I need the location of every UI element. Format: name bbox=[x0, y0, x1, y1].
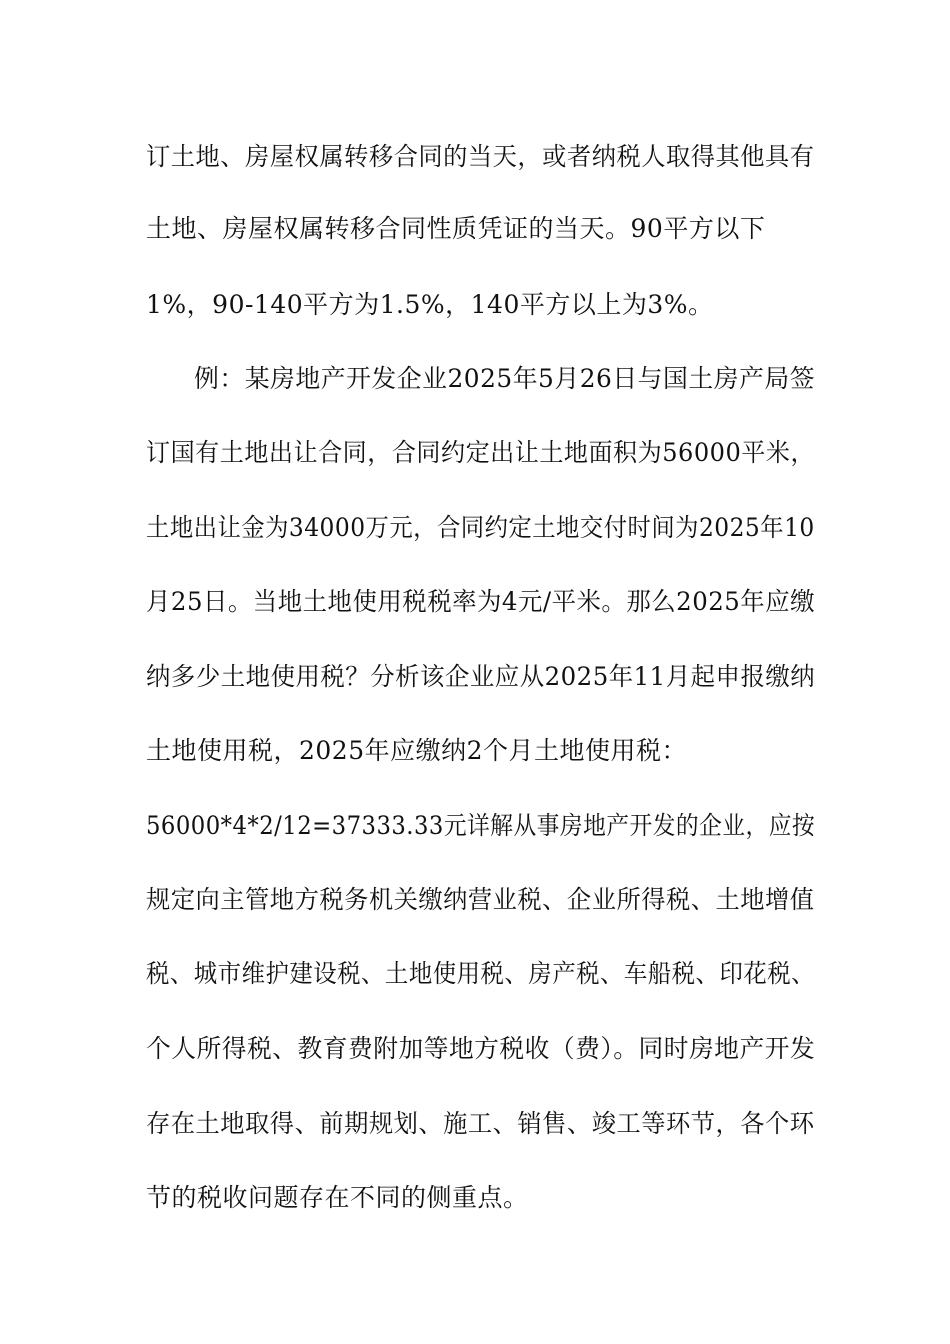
paragraph-line: 订国有土地出让合同，合同约定出让土地面积为56000平米， bbox=[146, 438, 816, 467]
paragraph-line: 土地使用税，2025年应缴纳2个月土地使用税： bbox=[146, 736, 688, 765]
paragraph-line: 土地出让金为34000万元，合同约定土地交付时间为2025年10 bbox=[146, 513, 815, 542]
paragraph-line: 税、城市维护建设税、土地使用税、房产税、车船税、印花税、 bbox=[146, 959, 816, 988]
paragraph-line: 1%，90-140平方为1.5%，140平方以上为3%。 bbox=[146, 290, 714, 319]
paragraph-line: 56000*4*2/12=37333.33元详解从事房地产开发的企业，应按 bbox=[146, 811, 816, 840]
paragraph-line: 例：某房地产开发企业2025年5月26日与国土房产局签 bbox=[194, 364, 816, 393]
paragraph-line: 月25日。当地土地使用税税率为4元/平米。那么2025年应缴 bbox=[146, 587, 816, 616]
paragraph-line: 节的税收问题存在不同的侧重点。 bbox=[146, 1183, 529, 1212]
paragraph-line: 纳多少土地使用税？分析该企业应从2025年11月起申报缴纳 bbox=[146, 662, 816, 691]
paragraph-line: 存在土地取得、前期规划、施工、销售、竣工等环节，各个环 bbox=[146, 1109, 815, 1138]
paragraph-line: 个人所得税、教育费附加等地方税收（费）。同时房地产开发 bbox=[146, 1034, 816, 1063]
paragraph-line: 订土地、房屋权属转移合同的当天，或者纳税人取得其他具有 bbox=[146, 142, 815, 171]
paragraph-line: 规定向主管地方税务机关缴纳营业税、企业所得税、土地增值 bbox=[146, 885, 815, 914]
paragraph-line: 土地、房屋权属转移合同性质凭证的当天。90平方以下 bbox=[146, 214, 766, 243]
